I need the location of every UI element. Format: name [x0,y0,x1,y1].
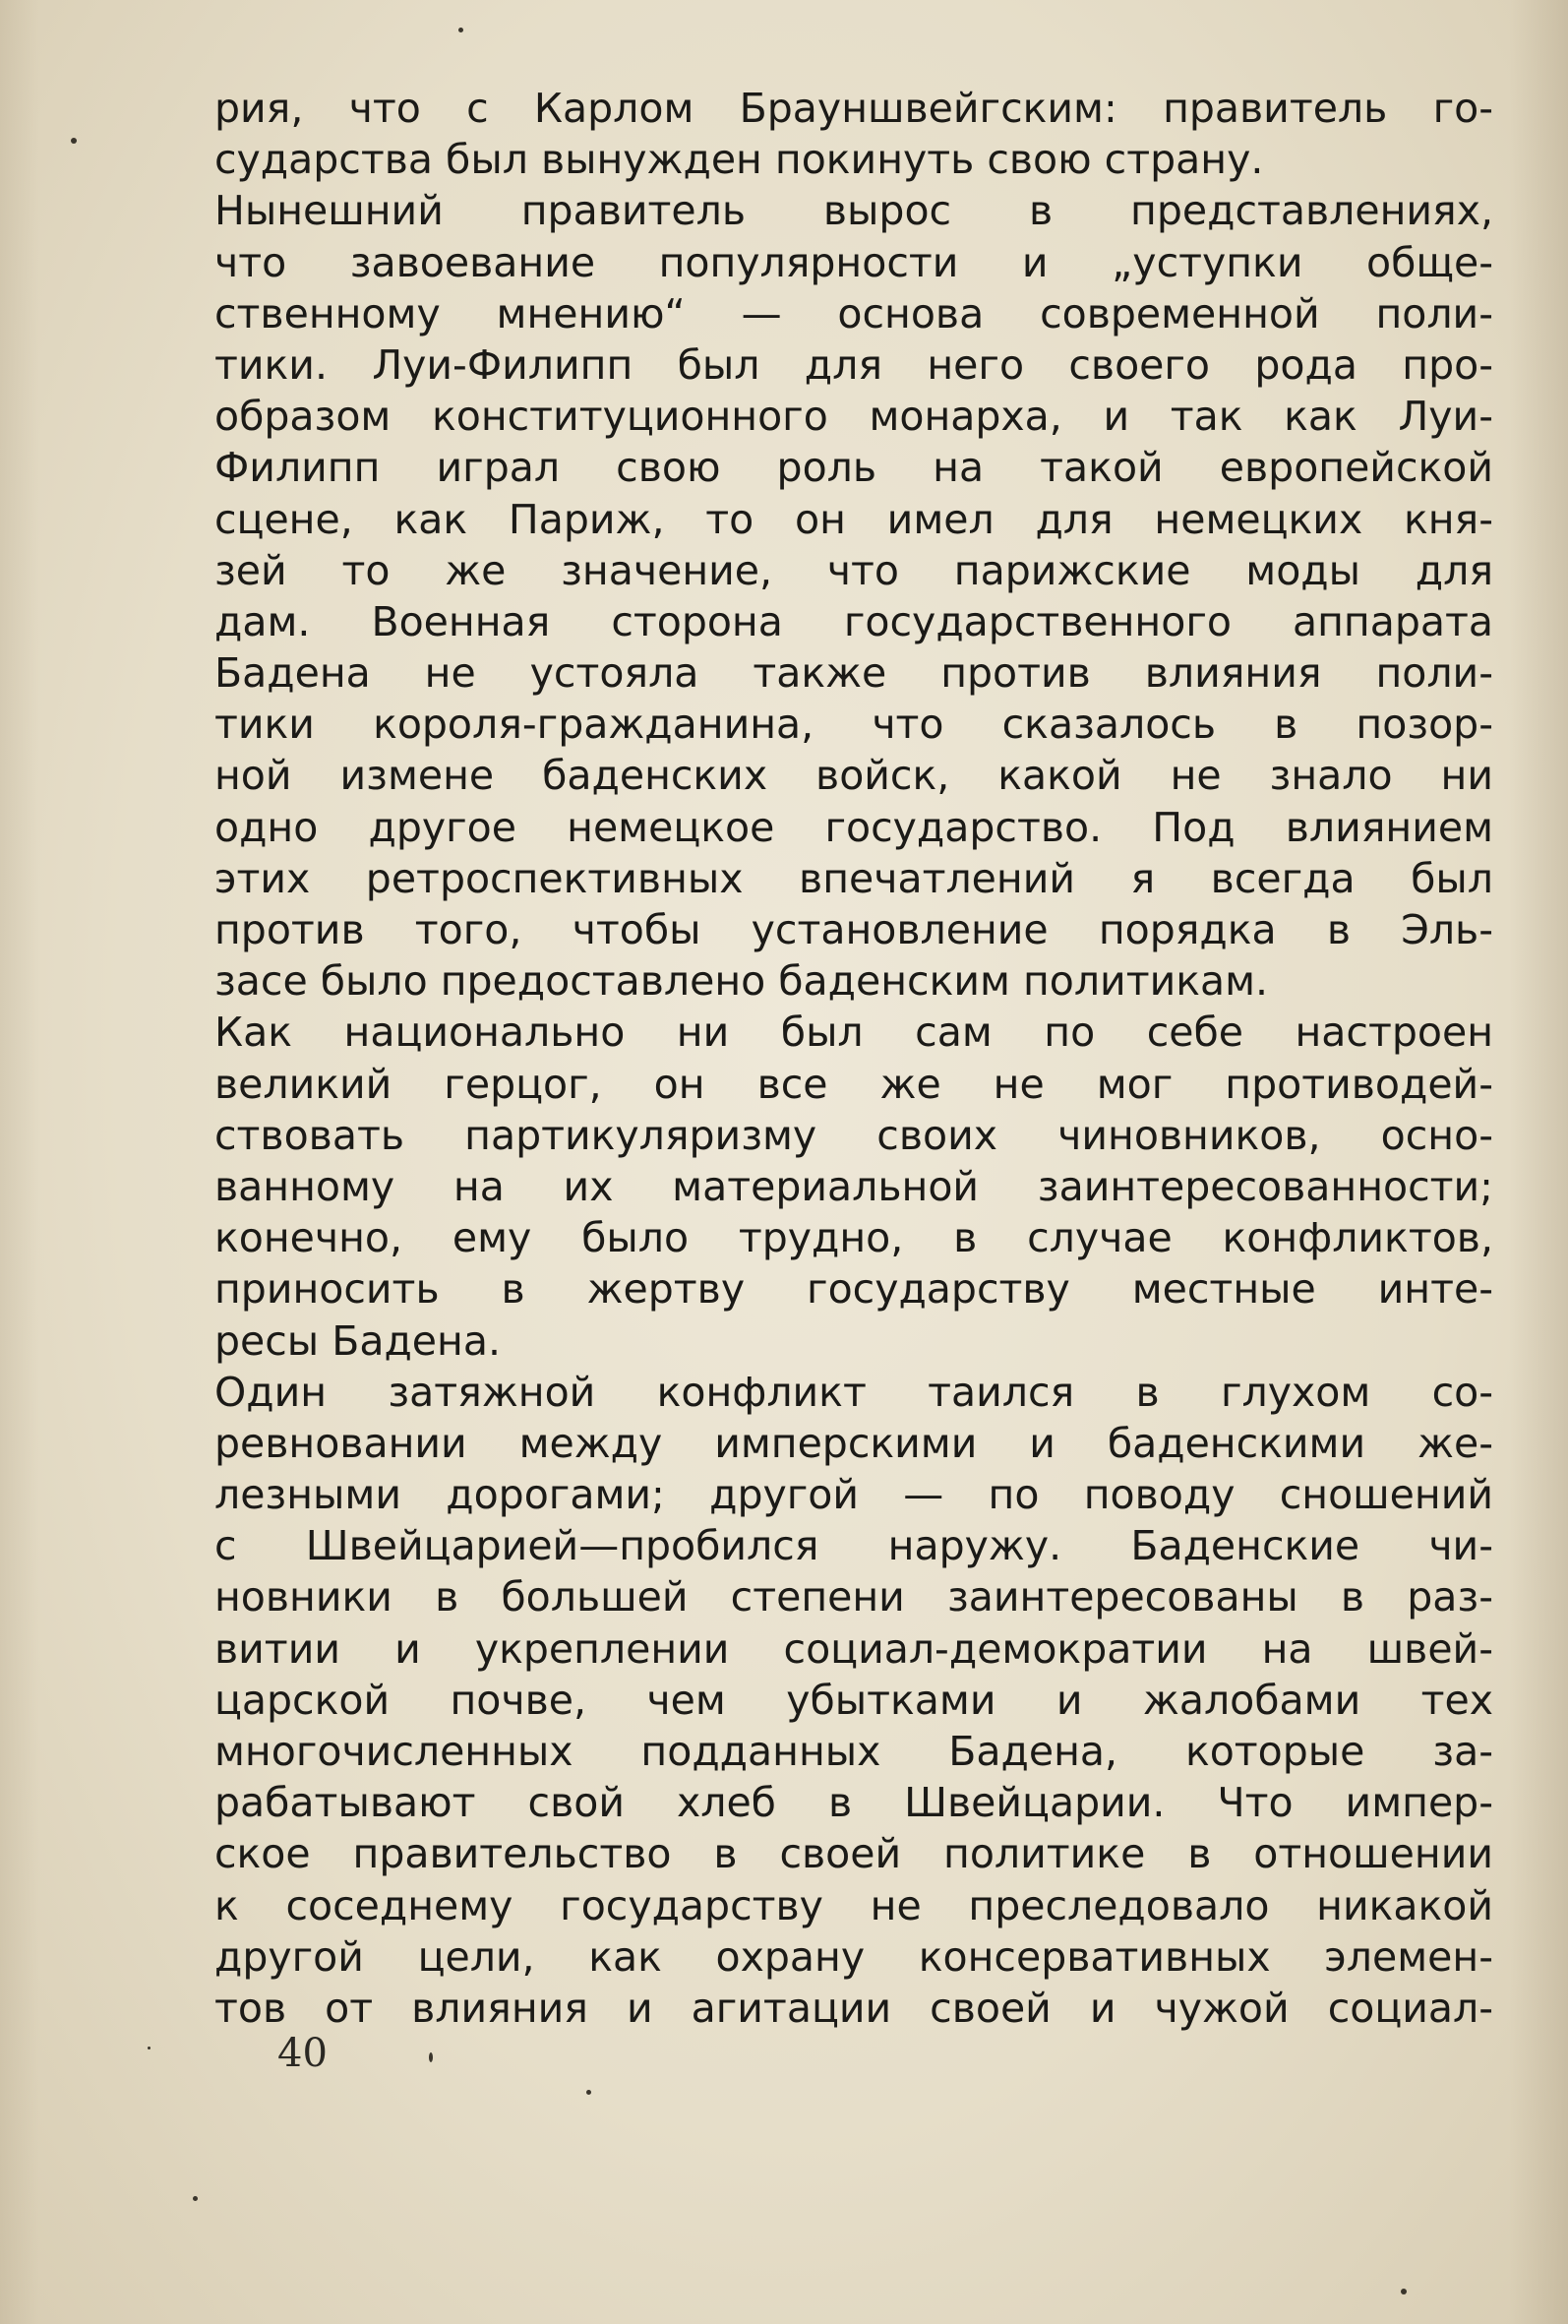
text-line: Один затяжной конфликт таился в глухом со- [214,1368,1493,1416]
paper-speck [193,2196,198,2201]
page-left-shadow [0,0,39,2324]
text-line: ревновании между имперскими и баденскими же- [214,1419,1493,1467]
text-line: другой цели, как охрану консервативных элемен- [214,1932,1493,1981]
page-right-shadow [1509,0,1568,2324]
paper-speck [586,2090,591,2095]
text-line: ванному на их материальной заинтересованности; [214,1162,1493,1210]
text-line: витии и укреплении социал-демократии на швей- [214,1624,1493,1673]
text-line: тики. Луи-Филипп был для него своего рода про- [214,340,1493,389]
paper-speck [429,2052,433,2062]
text-line: рабатывают свой хлеб в Швейцарии. Что импер- [214,1779,1493,1827]
text-line: одно другое немецкое государство. Под влиянием [214,803,1493,851]
text-line: с Швейцарией—пробился наружу. Баденские чи- [214,1522,1493,1570]
text-line: Бадена не устояла также против влияния поли- [214,649,1493,698]
text-line: конечно, ему было трудно, в случае конфликтов, [214,1214,1493,1262]
text-line: тов от влияния и агитации своей и чужой социал- [214,1984,1493,2032]
text-line: сцене, как Париж, то он имел для немецких кня- [214,495,1493,543]
text-line: зей то же значение, что парижские моды для [214,546,1493,594]
text-line: к соседнему государству не преследовало никакой [214,1881,1493,1929]
text-line: ресы Бадена. [214,1316,501,1365]
text-line: засе было предоставлено баденским политикам. [214,957,1269,1006]
paper-speck [1401,2289,1407,2294]
page-number: 40 [277,2031,328,2076]
text-line: ствовать партикуляризму своих чиновников, осно- [214,1111,1493,1159]
text-line: рия, что с Карлом Брауншвейгским: правитель го- [214,85,1493,132]
text-line: многочисленных подданных Бадена, которые за- [214,1728,1493,1775]
paper-speck [458,28,463,32]
text-line: лезными дорогами; другой — по поводу сношений [214,1471,1493,1519]
text-line: этих ретроспективных впечатлений я всегда был [214,854,1493,902]
text-line: ское правительство в своей политике в отношении [214,1830,1493,1878]
text-line: великий герцог, он все же не мог противодей- [214,1060,1493,1108]
text-line: приносить в жертву государству местные инте- [214,1265,1493,1314]
body-text [214,83,1493,2034]
text-line: дам. Военная сторона государственного аппарата [214,597,1493,645]
text-line: образом конституционного монарха, и так как Луи- [214,393,1493,441]
text-line: царской почве, чем убытками и жалобами тех [214,1676,1493,1724]
text-line: Как национально ни был сам по себе настроен [214,1009,1493,1057]
paper-speck [148,2047,151,2049]
text-line: тики короля-гражданина, что сказалось в позор- [214,701,1493,749]
text-line: против того, чтобы установление порядка в Эль- [214,906,1493,953]
text-line: сударства был вынужден покинуть свою страну. [214,136,1264,184]
text-line: Нынешний правитель вырос в представлениях, [214,187,1493,235]
text-line: ственному мнению“ — основа современной поли- [214,289,1493,337]
text-line: Филипп играл свою роль на такой европейской [214,444,1493,492]
text-line: новники в большей степени заинтересованы в раз- [214,1573,1493,1621]
paper-speck [71,138,77,144]
text-line: ной измене баденских войск, какой не знало ни [214,752,1493,800]
text-line: что завоевание популярности и „уступки обще- [214,238,1493,286]
